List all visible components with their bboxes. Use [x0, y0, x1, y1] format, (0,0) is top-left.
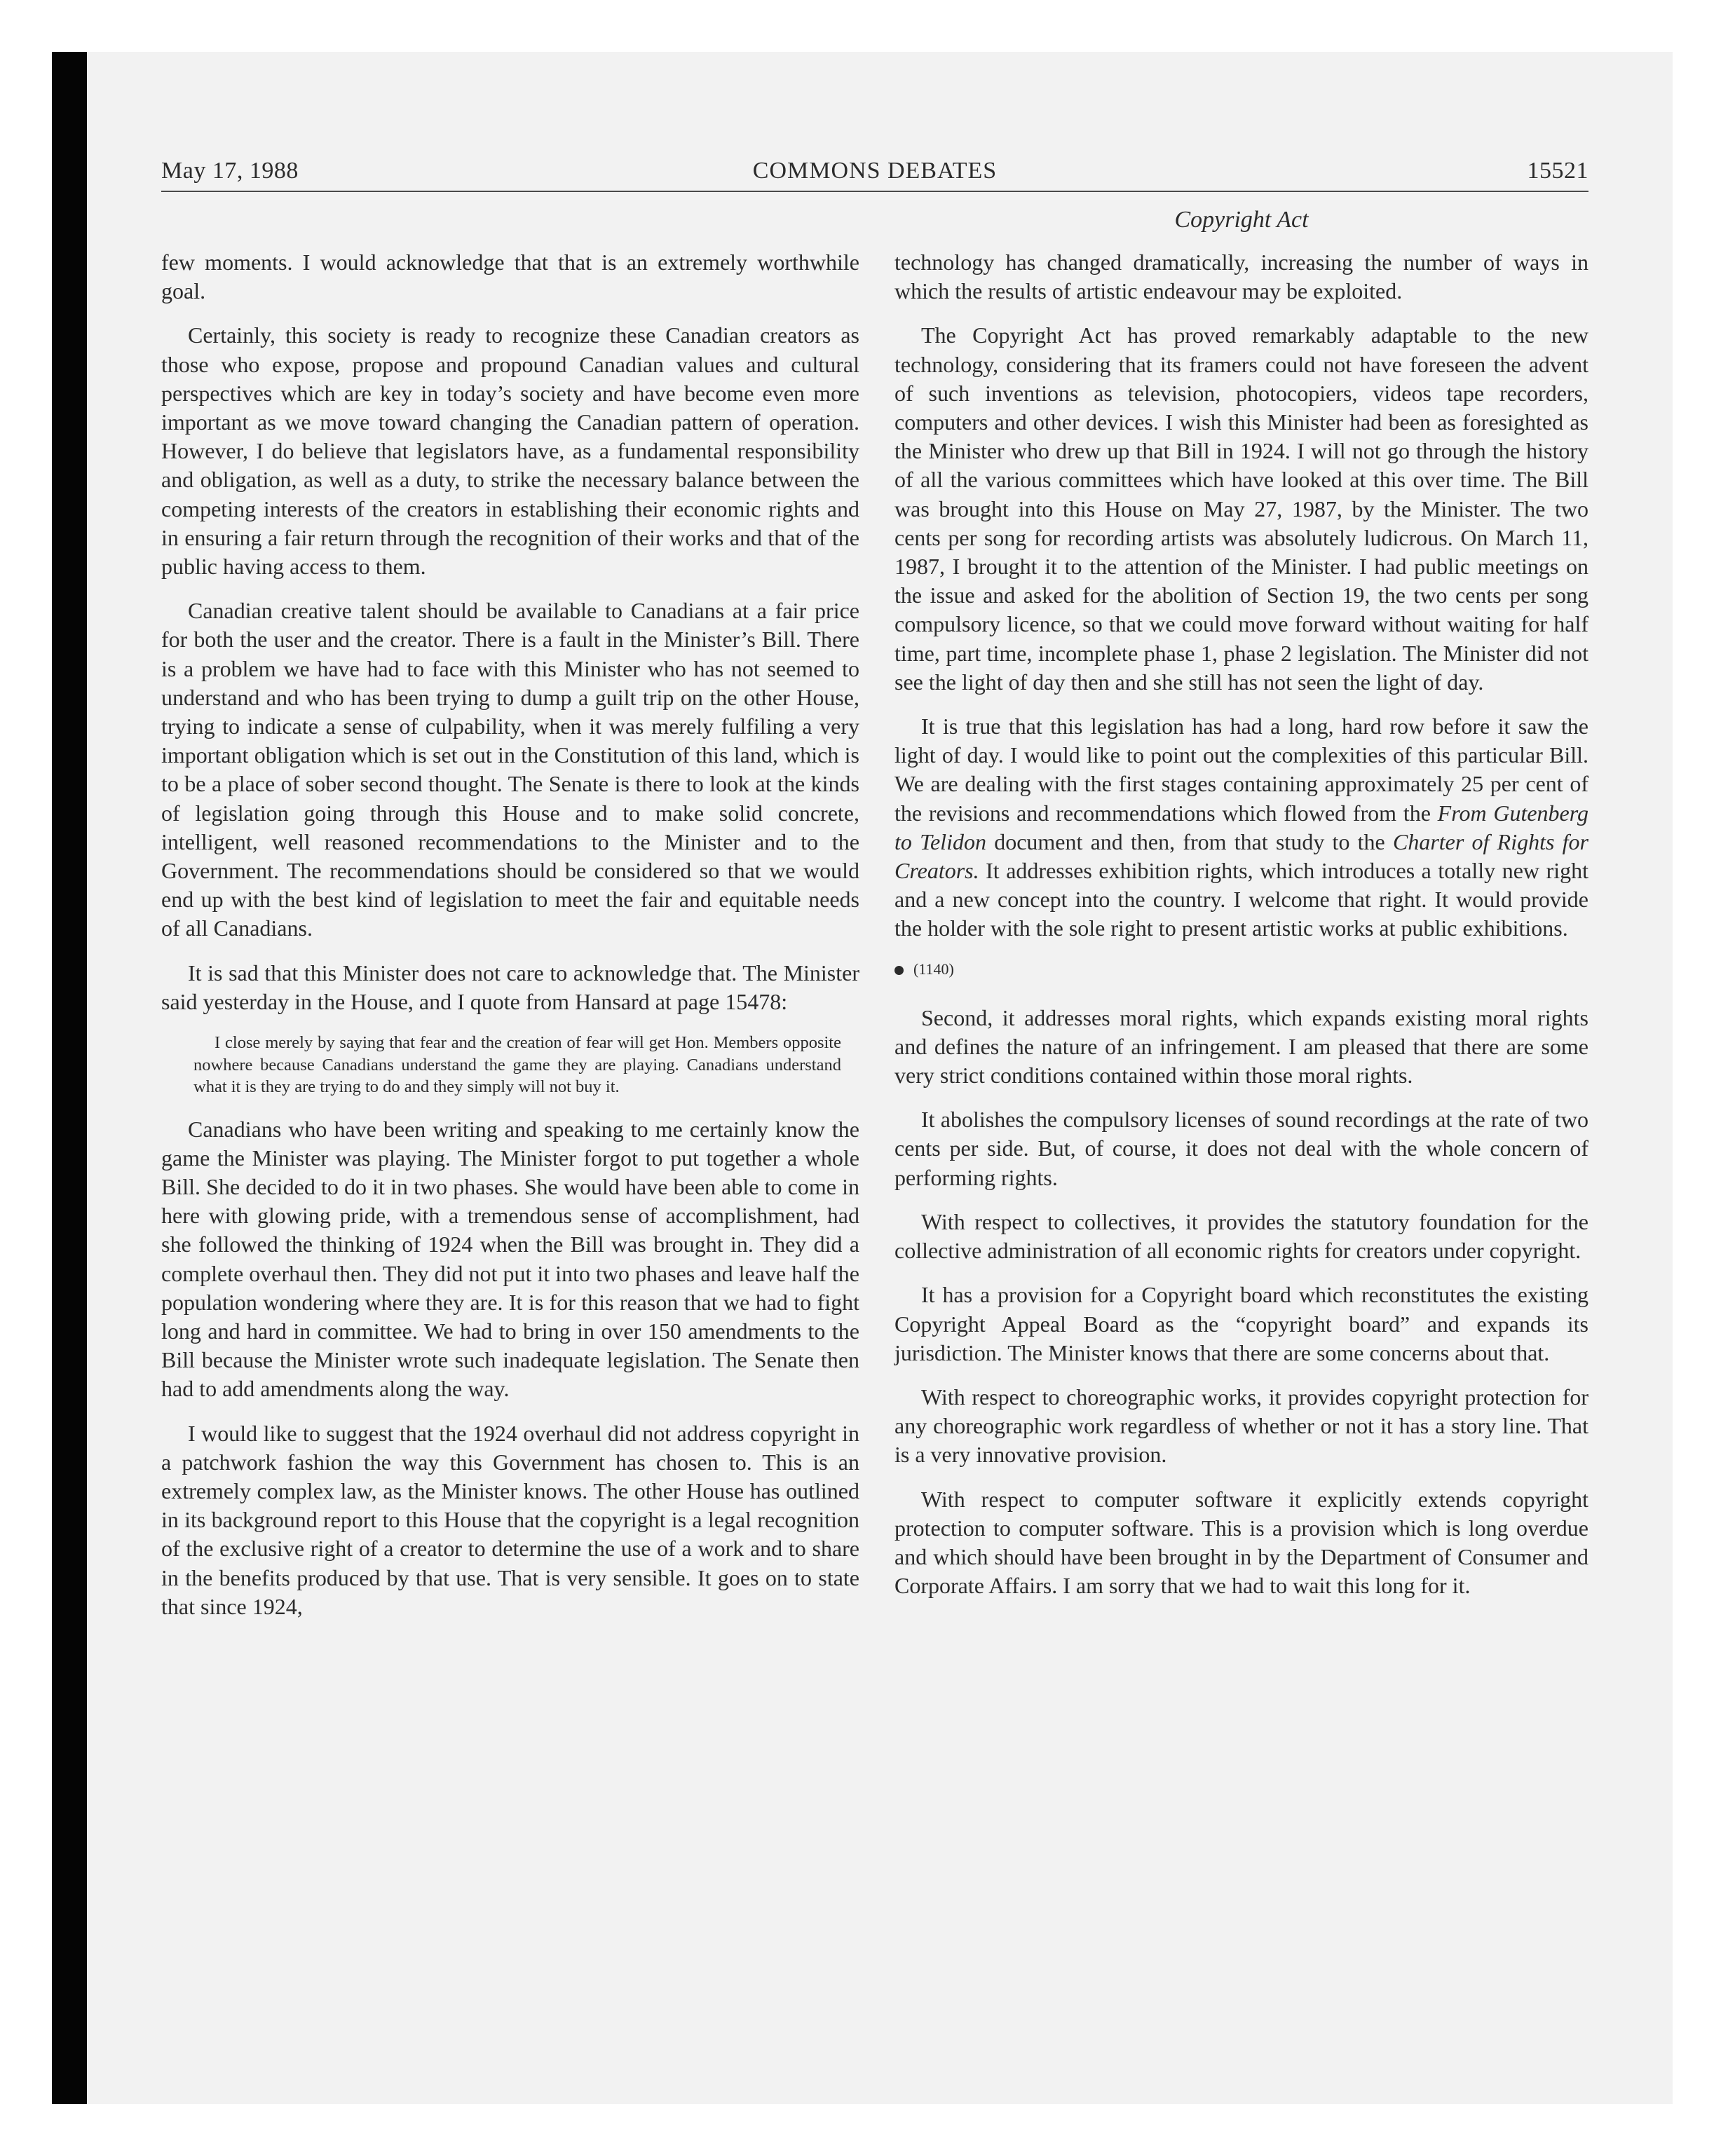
left-column	[161, 248, 859, 1637]
hansard-quote: I close merely by saying that fear and the creation of fear will get Hon. Members opposite nowhere because Canadians understand the game they are playing. Canadians understand what it is they are trying to do and they simply will not buy it.	[193, 1033, 841, 1097]
paragraph: few moments. I would acknowledge that that is an extremely worthwhile goal.	[161, 250, 859, 304]
paragraph: It abolishes the compulsory licenses of sound recordings at the rate of two cents per side. But, of course, it does not deal with the whole concern of performing rights.	[894, 1107, 1588, 1190]
paragraph: I would like to suggest that the 1924 overhaul did not address copyright in a patchwork fashion the way this Government has chosen to. This is an extremely complex law, as the Minister knows. The other House has outlined in its background report to this House that the copyright is a legal recognition of the exclusive right of a creator to determine the use of a work and to share in the benefits produced by that use. That is very sensible. It goes on to state that since 1924,	[161, 1420, 859, 1619]
paragraph: Certainly, this society is ready to recognize these Canadian creators as those who expose, propose and propound Canadian values and cultural perspectives which are key in today’s society and have become even more important as we move toward changing the Canadian pattern of operation. However, I do believe that legislators have, as a fundamental responsibility and obligation, as well as a duty, to strike the necessary balance between the competing interests of the creators in establishing their economic rights and in ensuring a fair return through the recognition of their works and that of the public having access to them.	[161, 322, 859, 580]
document-title: Charter of Rights for Creators.	[894, 828, 1589, 884]
paragraph	[894, 712, 1588, 943]
time-marker	[894, 959, 1588, 980]
paragraph: With respect to collectives, it provides the statutory foundation for the collective administration of all economic rights for creators under copyright.	[894, 1208, 1588, 1264]
paragraph-text: It addresses exhibition rights, which introduces a totally new right and a new concept into the country. I welcome that right. It would provide the holder with the sole right to present artistic works at public exhibitions.	[894, 858, 1588, 941]
subject-heading: Copyright Act	[1174, 207, 1309, 233]
right-column	[894, 248, 1588, 1616]
time-marker-label: (1140)	[913, 960, 954, 978]
paragraph-text: document and then, from that study to the	[986, 828, 1393, 854]
running-header	[161, 157, 1588, 192]
header-page-number: 15521	[1527, 158, 1588, 184]
document-title: From Gutenberg to Telidon	[894, 800, 1589, 854]
paragraph: The Copyright Act has proved remarkably adaptable to the new technology, considering that its framers could not have foreseen the advent of such inventions as television, photocopiers, videos tape recorders, computers and other devices. I wish this Minister had been as foresighted as the Minister who drew up that Bill in 1924. I will not go through the history of all the various committees which have looked at this over time. The Bill was brought into this House on May 27, 1987, by the Minister. The two cents per song for recording artists was absolutely ludicrous. On March 11, 1987, I brought it to the attention of the Minister. I had public meetings on the issue and asked for the abolition of Section 19, the two cents per song compulsory licence, so that we could move forward without waiting for half time, part time, incomplete phase 1, phase 2 legislation. The Minister did not see the light of day then and she still has not seen the light of day.	[894, 322, 1588, 695]
paragraph: It has a provision for a Copyright board which reconstitutes the existing Copyright Appeal Board as the “copyright board” and expands its jurisdiction. The Minister knows that there are some concerns about that.	[894, 1282, 1588, 1365]
header-date: May 17, 1988	[161, 158, 299, 184]
bullet-icon	[894, 966, 904, 975]
paragraph: technology has changed dramatically, increasing the number of ways in which the results of artistic endeavour may be exploited.	[894, 250, 1588, 304]
paragraph: Second, it addresses moral rights, which expands existing moral rights and defines the nature of an infringement. I am pleased that there are some very strict conditions contained within those moral rights.	[894, 1004, 1588, 1089]
paragraph: With respect to choreographic works, it provides copyright protection for any choreographic work regardless of whether or not it has a story line. That is a very innovative provision.	[894, 1384, 1588, 1468]
paragraph-text: It is true that this legislation has had a long, hard row before it saw the light of day. I would like to point out the complexities of this particular Bill. We are dealing with the first stages containing approximately 25 per cent of the revisions and recommendations which flowed from the	[894, 714, 1588, 826]
paragraph: Canadian creative talent should be available to Canadians at a fair price for both the user and the creator. There is a fault in the Minister’s Bill. There is a problem we have had to face with this Minister who has not seemed to understand and who has been trying to dump a guilt trip on the other House, trying to indicate a sense of culpability, when it was merely fulfiling a very important obligation which is set out in the Constitution of this land, which is to be a place of sober second thought. The Senate is there to look at the kinds of legislation going through this House and to make solid concrete, intelligent, well reasoned recommendations to the Minister and to the Government. The recommendations should be considered so that we would end up with the best kind of legislation to meet the fair and equitable needs of all Canadians.	[161, 598, 859, 941]
paragraph: Canadians who have been writing and speaking to me certainly know the game the Minister was playing. The Minister forgot to put together a whole Bill. She decided to do it in two phases. She would have been able to come in here with glowing pride, with a tremendous sense of accomplishment, had she followed the thinking of 1924 when the Bill was brought in. They did a complete overhaul then. They did not put it into two phases and leave half the population wondering where they are. It is for this reason that we had to fight long and hard in committee. We had to bring in over 150 amendments to the Bill because the Minister wrote such inadequate legislation. The Senate then had to add amendments along the way.	[161, 1116, 859, 1402]
paragraph: It is sad that this Minister does not care to acknowledge that. The Minister said yesterday in the House, and I quote from Hansard at page 15478:	[161, 960, 859, 1014]
paragraph: With respect to computer software it explicitly extends copyright protection to computer software. This is a provision which is long overdue and which should have been brought in by the Department of Consumer and Corporate Affairs. I am sorry that we had to wait this long for it.	[894, 1486, 1588, 1599]
header-publication: COMMONS DEBATES	[752, 158, 998, 184]
scan-border-strip	[52, 52, 87, 2104]
